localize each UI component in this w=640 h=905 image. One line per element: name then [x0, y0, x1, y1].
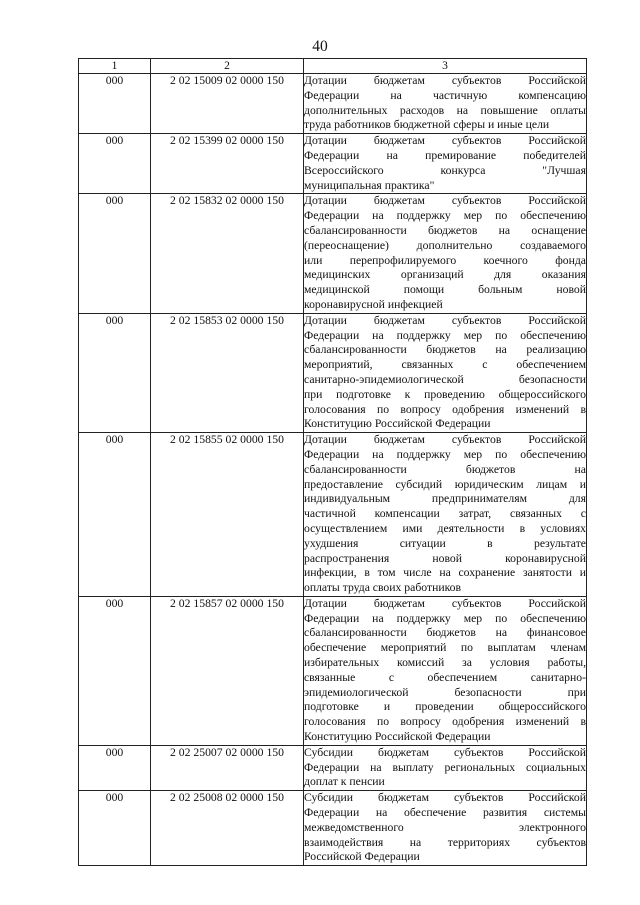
description-line: Федерации на поддержку мер по обеспечению [304, 447, 586, 461]
budget-code-cell: 2 02 15857 02 0000 150 [151, 596, 304, 745]
description-line: труда работников бюджетной сферы и иные цели [304, 118, 550, 132]
budget-revenue-table [78, 58, 587, 866]
description-line: сбалансированности бюджетов на финансовое [304, 626, 586, 640]
description-line: медицинских организаций для оказания [304, 268, 586, 282]
budget-code-cell: 2 02 15853 02 0000 150 [151, 313, 304, 432]
table-row [79, 194, 587, 313]
description-line: доплат к пенсии [304, 775, 385, 789]
description-line: Дотации бюджетам субъектов Российской [304, 74, 586, 87]
description-line: распространения новой коронавирусной [304, 551, 586, 565]
description-line: Дотации бюджетам субъектов Российской [304, 194, 586, 208]
admin-code-cell: 000 [79, 433, 151, 597]
description-line: Федерации на премирование победителей [304, 148, 586, 162]
table-row [79, 745, 587, 790]
description-cell [304, 433, 587, 597]
description-line: сбалансированности бюджетов на оснащение [304, 223, 586, 237]
description-line: ухудшения ситуации в результате [304, 536, 586, 550]
description-line: подготовке и проведении общероссийского [304, 700, 586, 714]
description-cell [304, 194, 587, 313]
description-line: Федерации на поддержку мер по обеспечению [304, 328, 586, 342]
description-cell [304, 745, 587, 790]
description-line: муниципальная практика" [304, 178, 435, 192]
column-header-1: 1 [79, 59, 151, 74]
description-line: взаимодействия на территориях субъектов [304, 835, 586, 849]
description-line: Субсидии бюджетам субъектов Российской [304, 791, 586, 805]
description-line: Федерации на частичную компенсацию [304, 88, 586, 102]
description-cell [304, 313, 587, 432]
description-cell [304, 134, 587, 194]
description-line: Дотации бюджетам субъектов Российской [304, 433, 586, 447]
table-row [79, 313, 587, 432]
description-line: предоставление субсидий юридическим лицам и [304, 477, 586, 491]
column-header-2: 2 [151, 59, 304, 74]
description-line: коронавирусной инфекцией [304, 297, 443, 311]
description-cell [304, 596, 587, 745]
description-line: Конституцию Российской Федерации [304, 417, 491, 431]
budget-code-cell: 2 02 25008 02 0000 150 [151, 791, 304, 866]
table-header-row [79, 59, 587, 74]
description-line: сбалансированности бюджетов на реализацию [304, 343, 586, 357]
budget-code-cell: 2 02 15399 02 0000 150 [151, 134, 304, 194]
column-header-3: 3 [304, 59, 587, 74]
description-line: Федерации на обеспечение развития системы [304, 806, 586, 820]
description-line: межведомственного электронного [304, 820, 586, 834]
description-line: индивидуальным предпринимателям для [304, 492, 586, 506]
description-line: голосования по вопросу одобрения изменений в [304, 402, 586, 416]
description-line: частичной компенсации затрат, связанных с [304, 507, 586, 521]
description-line: Федерации на поддержку мер по обеспечению [304, 611, 586, 625]
admin-code-cell: 000 [79, 74, 151, 134]
description-line: дополнительных расходов на повышение оплаты [304, 103, 586, 117]
description-line: обеспечение мероприятий по выплатам членам [304, 641, 586, 655]
description-line: или перепрофилируемого коечного фонда [304, 253, 586, 267]
description-line: при подготовке к проведению общероссийского [304, 387, 586, 401]
description-line: избирательных комиссий за условия работы, [304, 656, 586, 670]
admin-code-cell: 000 [79, 194, 151, 313]
admin-code-cell: 000 [79, 791, 151, 866]
description-line: связанные с обеспечением санитарно- [304, 670, 586, 684]
description-cell [304, 74, 587, 134]
table-body [79, 74, 587, 866]
description-line: санитарно-эпидемиологической безопасности [304, 372, 586, 386]
description-line: Субсидии бюджетам субъектов Российской [304, 745, 586, 759]
budget-code-cell: 2 02 15009 02 0000 150 [151, 74, 304, 134]
description-line: Всероссийского конкурса "Лучшая [304, 163, 586, 177]
admin-code-cell: 000 [79, 596, 151, 745]
table-row [79, 791, 587, 866]
budget-code-cell: 2 02 25007 02 0000 150 [151, 745, 304, 790]
admin-code-cell: 000 [79, 313, 151, 432]
description-line: Дотации бюджетам субъектов Российской [304, 313, 586, 327]
description-line: Федерации на поддержку мер по обеспечению [304, 209, 586, 223]
table-row [79, 433, 587, 597]
description-line: медицинской помощи больным новой [304, 283, 586, 297]
description-line: мероприятий, связанных с обеспечением [304, 358, 586, 372]
description-line: оплаты труда своих работников [304, 581, 462, 595]
description-line: осуществлением ими деятельности в условиях [304, 521, 586, 535]
description-line: Федерации на выплату региональных социальных [304, 760, 586, 774]
description-line: Дотации бюджетам субъектов Российской [304, 134, 586, 148]
description-line: сбалансированности бюджетов на [304, 462, 586, 476]
table-row [79, 596, 587, 745]
admin-code-cell: 000 [79, 134, 151, 194]
table-row [79, 134, 587, 194]
budget-code-cell: 2 02 15855 02 0000 150 [151, 433, 304, 597]
budget-code-cell: 2 02 15832 02 0000 150 [151, 194, 304, 313]
table-row [79, 74, 587, 134]
description-line: эпидемиологической безопасности при [304, 685, 586, 699]
description-line: голосования по вопросу одобрения изменений в [304, 715, 586, 729]
description-cell [304, 791, 587, 866]
description-line: Российской Федерации [304, 850, 420, 864]
description-line: инфекции, в том числе на сохранение занятости и [304, 566, 586, 580]
description-line: Конституцию Российской Федерации [304, 730, 491, 744]
description-line: Дотации бюджетам субъектов Российской [304, 596, 586, 610]
admin-code-cell: 000 [79, 745, 151, 790]
page-number: 40 [312, 38, 328, 55]
description-line: (переоснащение) дополнительно создаваемого [304, 238, 586, 252]
